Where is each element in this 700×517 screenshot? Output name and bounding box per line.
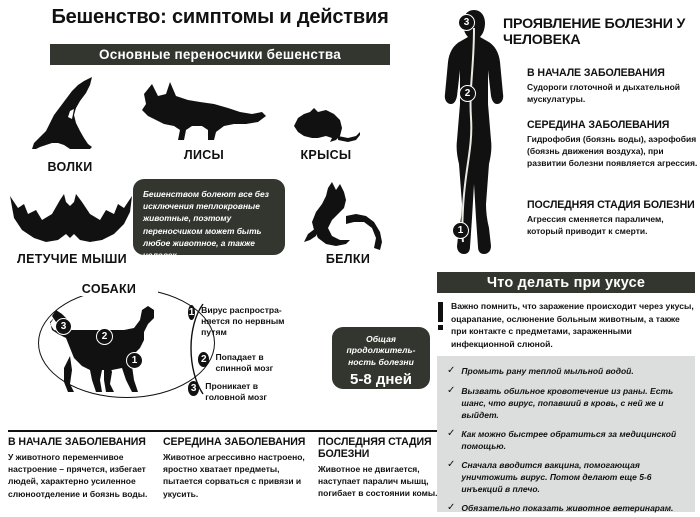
exclamation-icon: [437, 300, 443, 330]
check-icon: ✓: [447, 384, 456, 396]
bite-important-note: [437, 300, 695, 350]
animal-label-bats: ЛЕТУЧИЕ МЫШИ: [17, 252, 127, 266]
duration-value: 5-8 дней: [350, 371, 412, 389]
human-stage-last: [527, 200, 699, 237]
check-icon: ✓: [447, 458, 456, 470]
virus-step-1: [188, 305, 293, 339]
list-item: [447, 365, 685, 378]
animal-label-dogs: СОБАКИ: [60, 282, 158, 296]
page-title: Бешенство: симптомы и действия: [51, 6, 389, 28]
list-item: [447, 502, 685, 515]
bite-checklist-panel: [437, 356, 695, 512]
checklist-text-3: Как можно быстрее обратиться за медицинской помощью.: [461, 428, 677, 451]
animal-stage-last: [318, 437, 438, 500]
animal-stage-begin-body: У животного переменчивое настроение – прячется, избегает людей, характерно усиленное слюноотделение и боязнь воды.: [8, 451, 148, 499]
human-section-title: ПРОЯВЛЕНИЕ БОЛЕЗНИ У ЧЕЛОВЕКА: [503, 16, 686, 49]
bite-important-text: Важно помнить, что заражение происходит через укусы, оцарапание, ослюнение больным животным, а также при контакте с предметами, зараженными инфекционной слюной.: [451, 301, 694, 349]
animal-label-rats: КРЫСЫ: [300, 148, 352, 162]
bite-banner: Что делать при укусе: [437, 272, 695, 293]
human-stage-middle: [527, 120, 700, 169]
bat-silhouette: [8, 192, 134, 248]
check-icon: ✓: [447, 427, 456, 439]
human-stage-begin-body: Судороги глоточной и дыхательной мускулатуры.: [527, 81, 680, 104]
human-stage-begin-title: В НАЧАЛЕ ЗАБОЛЕВАНИЯ: [527, 67, 665, 79]
bottom-divider: [8, 430, 438, 432]
animal-stage-begin-title: В НАЧАЛЕ ЗАБОЛЕВАНИЯ: [8, 436, 146, 448]
animal-label-squirrels: БЕЛКИ: [325, 252, 371, 266]
checklist-text-5: Обязательно показать животное ветеринарам.: [461, 503, 674, 513]
human-stage-middle-body: Гидрофобия (боязнь воды), аэрофобия (боязнь движения воздуха), при развитии болезни появляется агрессия.: [527, 133, 698, 168]
step-1-badge: 1: [188, 305, 195, 320]
human-silhouette: [443, 8, 505, 256]
human-marker-1: 1: [452, 222, 469, 239]
animal-label-foxes: ЛИСЫ: [183, 148, 225, 162]
disease-duration-box: [332, 327, 430, 389]
dog-marker-2: 2: [96, 328, 113, 345]
list-item: [447, 428, 685, 452]
list-item: [447, 385, 685, 421]
check-icon: ✓: [447, 502, 456, 513]
dog-silhouette: [48, 300, 176, 396]
animal-stage-last-body: Животное не двигается, наступает паралич мышц, погибает в состоянии комы.: [318, 463, 438, 499]
fox-silhouette: [140, 82, 268, 144]
checklist-text-1: Промыть рану теплой мыльной водой.: [461, 366, 634, 376]
human-stage-last-title: ПОСЛЕДНЯЯ СТАДИЯ БОЛЕЗНИ: [527, 199, 695, 211]
animal-label-wolves: ВОЛКИ: [47, 160, 93, 174]
animal-stage-begin: [8, 437, 150, 500]
dog-marker-3: 3: [55, 318, 72, 335]
wolf-silhouette: [30, 75, 110, 153]
step-3-text: Проникает в головной мозг: [205, 381, 267, 403]
checklist-text-2: Вызвать обильное кровотечение из раны. Есть шанс, что вирус, попавший в кровь, с ней же и выйдет.: [461, 385, 674, 420]
step-1-text: Вирус распростра-няется по нервным путям: [201, 305, 285, 338]
check-icon: ✓: [447, 365, 456, 376]
list-item: [447, 459, 685, 495]
step-3-badge: 3: [188, 381, 199, 396]
animal-stage-middle-title: СЕРЕДИНА ЗАБОЛЕВАНИЯ: [163, 436, 306, 448]
animal-stage-last-title: ПОСЛЕДНЯЯ СТАДИЯ БОЛЕЗНИ: [318, 436, 432, 460]
checklist-text-4: Сначала вводится вакцина, помогающая уничтожить вирус. Потом делают еще 5-6 инъекций в плечо.: [461, 459, 652, 494]
step-2-text: Попадает в спинной мозг: [215, 352, 274, 374]
human-marker-3: 3: [458, 14, 475, 31]
animal-stage-middle-body: Животное агрессивно настроено, яростно хватает предметы, пытается сорваться с привязи и укусить.: [163, 451, 305, 499]
virus-step-3: [188, 381, 293, 403]
human-stage-begin: [527, 68, 699, 105]
human-marker-2: 2: [459, 85, 476, 102]
squirrel-silhouette: [302, 182, 398, 252]
rat-silhouette: [290, 108, 362, 148]
animal-stage-middle: [163, 437, 308, 500]
dog-marker-1: 1: [126, 352, 143, 369]
carriers-banner: Основные переносчики бешенства: [50, 44, 390, 65]
duration-caption: Общая продолжитель-ность болезни: [346, 334, 416, 367]
human-stage-middle-title: СЕРЕДИНА ЗАБОЛЕВАНИЯ: [527, 119, 670, 131]
human-stage-last-body: Агрессия сменяется параличем, который приводит к смерти.: [527, 213, 664, 236]
virus-step-2: [198, 352, 298, 374]
step-2-badge: 2: [198, 352, 209, 367]
warmblooded-note: Бешенством болеют все без исключения теплокровные животные, поэтому переносчиком может быть любое животное, а также человек.: [133, 179, 285, 255]
